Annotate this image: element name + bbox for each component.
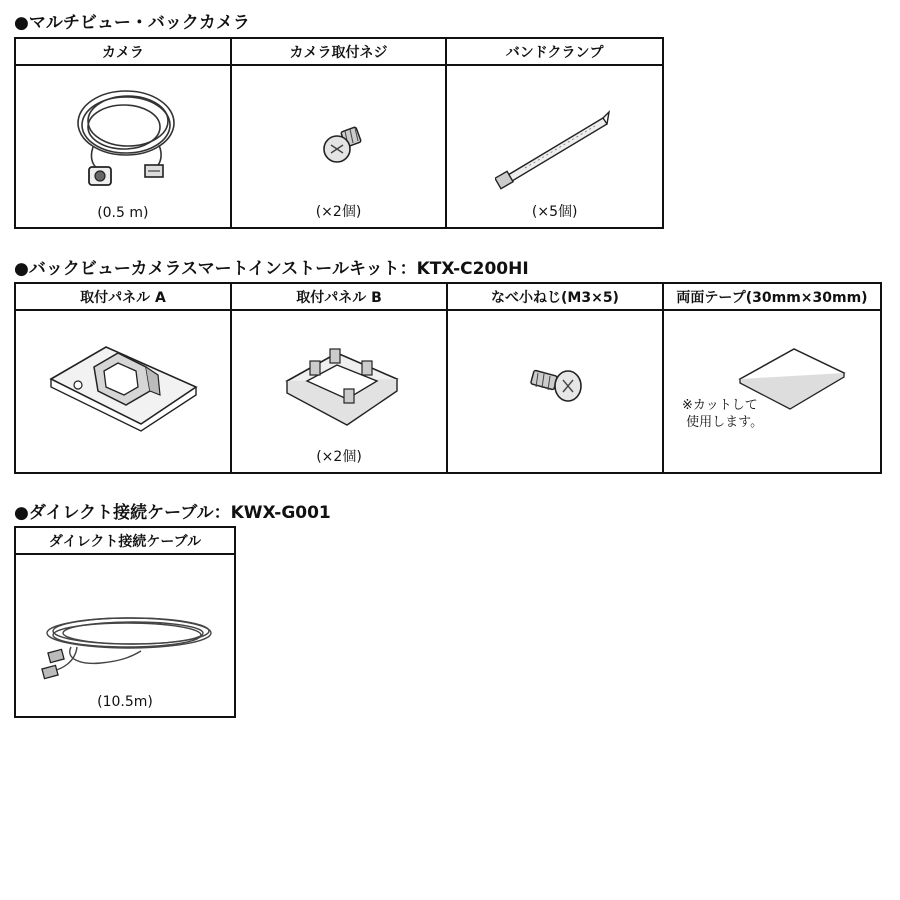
part-label: カメラ取付ネジ [232,39,446,66]
mounting-panel-b-icon [282,331,402,436]
part-quantity: (0.5 m) [97,205,149,221]
part-cell-panel-b [232,284,448,472]
parts-table-camera [14,37,664,229]
cable-tie-icon [495,106,615,206]
part-cell-camera-screw [232,39,448,227]
parts-table-direct-cable [14,526,236,718]
part-label: カメラ [16,39,230,66]
part-quantity: (×2個) [315,204,362,220]
part-label: なべ小ねじ(M3×5) [448,284,662,311]
part-cell-camera [16,39,232,227]
part-label: 取付パネル A [16,284,230,311]
part-quantity: (×2個) [316,449,362,465]
section-heading-camera: ●マルチビュー・バックカメラ [14,13,250,33]
part-note: ※カットして 使用します。 [682,398,764,430]
part-cell-band-clamp [447,39,662,227]
part-label: ダイレクト接続ケーブル [16,528,234,555]
pan-head-screw-icon [528,359,588,409]
screw-icon [317,121,367,171]
camera-cable-icon [71,81,181,191]
part-label: バンドクランプ [447,39,662,66]
part-quantity: (10.5m) [97,694,153,710]
part-cell-pan-screw [448,284,664,472]
part-quantity: (×5個) [531,204,578,220]
section-heading-install-kit: ●バックビューカメラスマートインストールキット：KTX-C200HI [14,259,529,279]
part-label: 両面テープ(30mm×30mm) [664,284,880,311]
part-cell-panel-a [16,284,232,472]
section-heading-direct-cable: ●ダイレクト接続ケーブル：KWX-G001 [14,503,331,523]
mounting-panel-a-icon [46,329,206,439]
part-label: 取付パネル B [232,284,446,311]
part-cell-double-sided-tape [664,284,880,472]
parts-table-install-kit [14,282,882,474]
direct-cable-icon [41,607,216,687]
part-cell-direct-cable [16,528,234,716]
